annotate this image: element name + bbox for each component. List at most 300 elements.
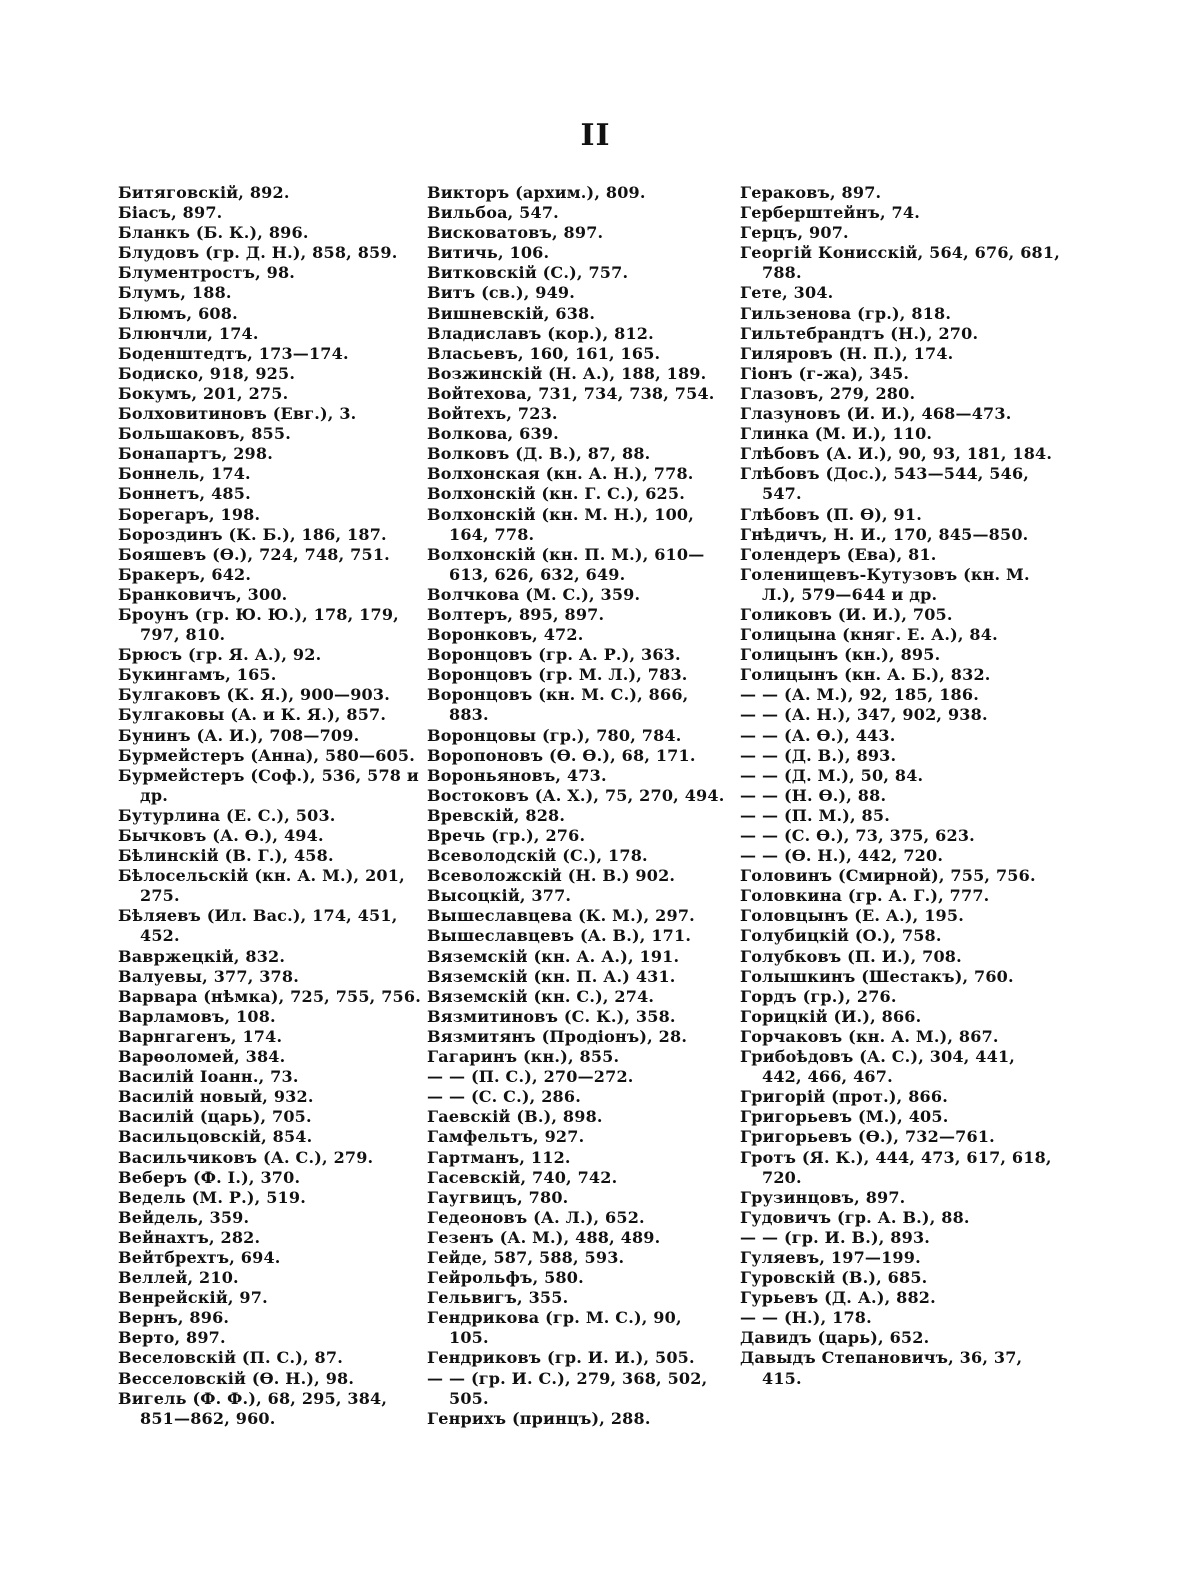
index-entry-text: Витъ (св.), 949. xyxy=(427,283,576,303)
index-entry xyxy=(427,283,727,303)
index-entry-text: Григорьевъ (Ѳ.), 732—761. xyxy=(740,1127,995,1147)
index-entry xyxy=(118,705,423,725)
index-entry xyxy=(118,1067,423,1087)
index-entry xyxy=(740,906,1060,926)
index-entry xyxy=(427,906,727,926)
index-entry xyxy=(118,1389,423,1429)
index-entry xyxy=(427,786,727,806)
index-entry xyxy=(740,1087,1060,1107)
index-entry xyxy=(740,806,1060,826)
index-entry xyxy=(740,746,1060,766)
index-entry xyxy=(740,967,1060,987)
index-entry xyxy=(118,545,423,565)
index-entry xyxy=(740,1107,1060,1127)
index-entry-text: Вейдель, 359. xyxy=(118,1207,250,1227)
index-entry xyxy=(427,987,727,1007)
index-entry-text: Головцынъ (Е. А.), 195. xyxy=(740,906,964,926)
index-entry-text: Воронцовъ (гр. М. Л.), 783. xyxy=(427,665,688,685)
index-entry xyxy=(427,806,727,826)
index-entry xyxy=(427,826,727,846)
index-entry xyxy=(427,263,727,283)
index-entry xyxy=(118,1348,423,1368)
index-entry-text: Голицынъ (кн. А. Б.), 832. xyxy=(740,665,991,685)
index-entry-text: — — (А. М.), 92, 185, 186. xyxy=(740,685,979,705)
page-number: II xyxy=(580,118,611,153)
index-entry xyxy=(740,866,1060,886)
index-entry xyxy=(740,947,1060,967)
index-entry-text: Гаевскій (В.), 898. xyxy=(427,1107,603,1127)
index-entry xyxy=(118,906,423,946)
index-entry xyxy=(118,1369,423,1389)
index-entry-text: Давыдъ Степановичъ, 36, 37, 415. xyxy=(740,1348,1023,1388)
index-entry xyxy=(427,926,727,946)
index-entry-text: Букингамъ, 165. xyxy=(118,665,277,685)
index-entry-text: Глѣбовъ (П. Ѳ), 91. xyxy=(740,504,922,524)
index-entry-text: Глинка (М. И.), 110. xyxy=(740,424,933,444)
index-entry-text: Вороньяновъ, 473. xyxy=(427,765,607,785)
index-entry-text: Власьевъ, 160, 161, 165. xyxy=(427,343,661,363)
index-entry xyxy=(740,1208,1060,1228)
index-entry xyxy=(118,967,423,987)
index-entry xyxy=(118,685,423,705)
index-entry-text: Голубицкій (О.), 758. xyxy=(740,926,942,946)
index-entry xyxy=(740,645,1060,665)
index-entry xyxy=(740,243,1060,283)
index-entry xyxy=(740,987,1060,1007)
index-entry-text: Варламовъ, 108. xyxy=(118,1006,276,1026)
index-entry-text: Бутурлина (Е. С.), 503. xyxy=(118,805,336,825)
index-entry-text: Гуровскій (В.), 685. xyxy=(740,1268,928,1288)
index-entry-text: Грибоѣдовъ (А. С.), 304, 441, 442, 466, 467. xyxy=(740,1047,1016,1087)
index-entry-text: Веллей, 210. xyxy=(118,1268,239,1288)
index-entry xyxy=(118,484,423,504)
index-entry xyxy=(427,484,727,504)
index-entry xyxy=(427,223,727,243)
index-entry xyxy=(427,1127,727,1147)
index-entry xyxy=(427,1288,727,1308)
index-entry-text: Георгій Конисскій, 564, 676, 681, 788. xyxy=(740,243,1060,283)
index-entry xyxy=(740,1328,1060,1348)
index-entry-text: Витковскій (С.), 757. xyxy=(427,263,629,283)
index-entry xyxy=(740,1188,1060,1208)
index-entry xyxy=(427,183,727,203)
index-entry-text: Брюсъ (гр. Я. А.), 92. xyxy=(118,645,322,665)
index-entry xyxy=(118,1188,423,1208)
index-entry xyxy=(118,1288,423,1308)
index-entry xyxy=(427,947,727,967)
index-entry-text: Глѣбовъ (Дос.), 543—544, 546, 547. xyxy=(740,464,1030,504)
index-entry xyxy=(740,324,1060,344)
index-entry xyxy=(740,183,1060,203)
index-entry xyxy=(427,625,727,645)
index-entry-text: Воронковъ, 472. xyxy=(427,625,584,645)
index-entry-text: Бороздинъ (К. Б.), 186, 187. xyxy=(118,524,387,544)
index-entry xyxy=(118,585,423,605)
index-entry-text: Волхонскій (кн. М. Н.), 100, 164, 778. xyxy=(427,504,695,544)
index-entry xyxy=(427,746,727,766)
index-entry-text: Гартманъ, 112. xyxy=(427,1147,571,1167)
index-entry-text: Гиляровъ (Н. П.), 174. xyxy=(740,343,954,363)
index-entry-text: Григорьевъ (М.), 405. xyxy=(740,1107,949,1127)
index-entry xyxy=(427,866,727,886)
index-entry xyxy=(118,1208,423,1228)
index-entry-text: Гурьевъ (Д. А.), 882. xyxy=(740,1288,936,1308)
index-entry xyxy=(740,223,1060,243)
index-entry xyxy=(740,525,1060,545)
index-entry-text: Гильзенова (гр.), 818. xyxy=(740,303,952,323)
index-entry xyxy=(118,404,423,424)
index-entry-text: Боннетъ, 485. xyxy=(118,484,251,504)
index-entry xyxy=(118,1087,423,1107)
index-entry xyxy=(118,1228,423,1248)
index-entry-text: — — (Д. М.), 50, 84. xyxy=(740,765,924,785)
index-entry xyxy=(118,223,423,243)
index-entry-text: Волхонскій (кн. Г. С.), 625. xyxy=(427,484,685,504)
index-entry xyxy=(118,1127,423,1147)
index-entry xyxy=(427,1067,727,1087)
index-entry-text: — — (Д. В.), 893. xyxy=(740,745,897,765)
index-entry xyxy=(427,304,727,324)
index-entry-text: Голиковъ (И. И.), 705. xyxy=(740,604,953,624)
index-entry-text: Гуляевъ, 197—199. xyxy=(740,1247,921,1267)
index-entry xyxy=(427,645,727,665)
index-entry-text: Бракеръ, 642. xyxy=(118,564,252,584)
index-entry-text: Глазуновъ (И. И.), 468—473. xyxy=(740,404,1012,424)
index-entry-text: Вернъ, 896. xyxy=(118,1308,230,1328)
index-entry-text: Витичь, 106. xyxy=(427,243,550,263)
index-entry xyxy=(427,424,727,444)
index-entry-text: Головкина (гр. А. Г.), 777. xyxy=(740,886,990,906)
index-entry xyxy=(118,665,423,685)
index-entry-text: Броунъ (гр. Ю. Ю.), 178, 179, 797, 810. xyxy=(118,604,399,645)
index-entry-text: Венрейскій, 97. xyxy=(118,1288,268,1308)
index-entry xyxy=(118,1047,423,1067)
index-entry xyxy=(427,344,727,364)
index-entry-text: Васильцовскій, 854. xyxy=(118,1127,313,1147)
index-entry xyxy=(118,565,423,585)
index-entry xyxy=(740,1148,1060,1188)
index-entry-text: Гнѣдичъ, Н. И., 170, 845—850. xyxy=(740,524,1029,544)
index-entry xyxy=(740,545,1060,565)
index-entry-text: Большаковъ, 855. xyxy=(118,424,291,444)
index-entry-text: Всеволожскій (Н. В.) 902. xyxy=(427,866,676,886)
index-entry-text: Булгаковы (А. и К. Я.), 857. xyxy=(118,705,387,725)
index-entry-text: Гедеоновъ (А. Л.), 652. xyxy=(427,1207,645,1227)
index-entry-text: Бурмейстеръ (Анна), 580—605. xyxy=(118,745,415,765)
index-entry-text: — — (Ѳ. Н.), 442, 720. xyxy=(740,846,944,866)
index-entry-text: Воропоновъ (Ѳ. Ѳ.), 68, 171. xyxy=(427,745,696,765)
index-entry xyxy=(427,1087,727,1107)
index-entry-text: Бодиско, 918, 925. xyxy=(118,363,296,383)
index-entry-text: Блюмъ, 608. xyxy=(118,303,238,323)
index-entry xyxy=(740,826,1060,846)
index-entry xyxy=(427,1228,727,1248)
index-entry xyxy=(740,685,1060,705)
index-entry-text: Блюнчли, 174. xyxy=(118,323,259,343)
index-entry xyxy=(740,203,1060,223)
index-entry-text: Гротъ (Я. К.), 444, 473, 617, 618, 720. xyxy=(740,1147,1052,1187)
index-entry xyxy=(427,203,727,223)
index-entry-text: Вязмитянъ (Продіонъ), 28. xyxy=(427,1026,688,1046)
index-entry xyxy=(427,324,727,344)
index-entry-text: Бунинъ (А. И.), 708—709. xyxy=(118,725,360,745)
index-entry xyxy=(740,424,1060,444)
index-entry xyxy=(740,1348,1060,1388)
index-entry xyxy=(118,1308,423,1328)
index-entry-text: — — (А. Н.), 347, 902, 938. xyxy=(740,705,988,725)
index-entry xyxy=(118,324,423,344)
index-entry-text: Гіонъ (г-жа), 345. xyxy=(740,363,910,383)
index-entry-text: — — (гр. И. В.), 893. xyxy=(740,1227,931,1247)
index-entry-text: Герберштейнъ, 74. xyxy=(740,203,920,223)
index-entry-text: Бокумъ, 201, 275. xyxy=(118,383,289,403)
index-entry xyxy=(118,505,423,525)
index-entry xyxy=(427,505,727,545)
index-entry xyxy=(118,746,423,766)
index-entry-text: Воронцовъ (кн. М. С.), 866, 883. xyxy=(427,685,689,725)
index-entry-text: Возжинскій (Н. А.), 188, 189. xyxy=(427,363,707,383)
index-entry xyxy=(740,846,1060,866)
index-entry xyxy=(427,886,727,906)
index-entry-text: Гильтебрандтъ (Н.), 270. xyxy=(740,323,979,343)
index-entry xyxy=(427,1047,727,1067)
index-entry xyxy=(427,1308,727,1348)
index-entry-text: — — (С. С.), 286. xyxy=(427,1087,581,1107)
index-entry xyxy=(740,1248,1060,1268)
index-entry xyxy=(118,444,423,464)
index-entry-text: Высоцкій, 377. xyxy=(427,886,572,906)
index-entry-text: Голицына (княг. Е. А.), 84. xyxy=(740,625,998,645)
index-entry xyxy=(427,545,727,585)
index-entry xyxy=(118,866,423,906)
index-entry xyxy=(118,846,423,866)
index-entry-text: Гамфельтъ, 927. xyxy=(427,1127,585,1147)
index-entry xyxy=(118,605,423,645)
index-entry-text: Блументростъ, 98. xyxy=(118,263,296,283)
index-entry-text: Висковатовъ, 897. xyxy=(427,223,604,243)
index-entry-text: Воронцовы (гр.), 780, 784. xyxy=(427,725,682,745)
index-entry xyxy=(427,1107,727,1127)
index-entry xyxy=(740,1288,1060,1308)
index-entry-text: Бояшевъ (Ѳ.), 724, 748, 751. xyxy=(118,544,390,564)
index-entry-text: Бурмейстеръ (Соф.), 536, 578 и др. xyxy=(118,765,419,805)
index-entry xyxy=(427,685,727,725)
index-entry xyxy=(427,585,727,605)
index-entry-text: Голубковъ (П. И.), 708. xyxy=(740,946,962,966)
index-entry xyxy=(740,444,1060,464)
index-entry xyxy=(427,1148,727,1168)
index-entry-text: Боннель, 174. xyxy=(118,464,251,484)
index-entry-text: Варѳоломей, 384. xyxy=(118,1047,286,1067)
index-entry-text: Веберъ (Ф. І.), 370. xyxy=(118,1167,301,1187)
index-entry xyxy=(118,826,423,846)
index-entry-text: Бѣляевъ (Ил. Вас.), 174, 451, 452. xyxy=(118,906,398,946)
index-entry xyxy=(118,283,423,303)
index-entry xyxy=(118,987,423,1007)
index-entry xyxy=(118,1007,423,1027)
index-entry xyxy=(118,806,423,826)
index-entry xyxy=(427,665,727,685)
index-entry-text: Гаугвицъ, 780. xyxy=(427,1187,569,1207)
index-entry-text: Войтехъ, 723. xyxy=(427,404,558,424)
index-entry-text: Генрихъ (принцъ), 288. xyxy=(427,1408,651,1428)
index-entry-text: Викторъ (архим.), 809. xyxy=(427,183,646,202)
index-entry-text: Гордъ (гр.), 276. xyxy=(740,986,897,1006)
index-entry-text: Вяземскій (кн. С.), 274. xyxy=(427,986,655,1006)
index-entry-text: Гудовичъ (гр. А. В.), 88. xyxy=(740,1207,970,1227)
index-entry-text: Владиславъ (кор.), 812. xyxy=(427,323,654,343)
index-entry-text: Григорій (прот.), 866. xyxy=(740,1087,948,1107)
index-entry-text: Голицынъ (кн.), 895. xyxy=(740,645,941,665)
index-entry-text: Грузинцовъ, 897. xyxy=(740,1187,906,1207)
index-entry xyxy=(118,1027,423,1047)
index-entry xyxy=(118,766,423,806)
index-entry xyxy=(427,1007,727,1027)
index-entry xyxy=(427,1248,727,1268)
index-entry xyxy=(740,1268,1060,1288)
index-entry-text: Волхонскій (кн. П. М.), 610—613, 626, 632, 649. xyxy=(427,544,705,584)
index-entry xyxy=(740,404,1060,424)
index-entry-text: Васильчиковъ (А. С.), 279. xyxy=(118,1147,374,1167)
index-entry-text: Голышкинъ (Шестакъ), 760. xyxy=(740,966,1014,986)
index-column-1 xyxy=(118,183,423,1429)
index-entry xyxy=(427,1188,727,1208)
index-entry xyxy=(740,886,1060,906)
index-entry xyxy=(118,243,423,263)
index-entry xyxy=(118,464,423,484)
index-entry-text: Бонапартъ, 298. xyxy=(118,444,273,464)
index-entry-text: Бранковичъ, 300. xyxy=(118,584,288,604)
index-entry xyxy=(740,384,1060,404)
index-entry-text: Вречь (гр.), 276. xyxy=(427,826,586,845)
index-entry-text: Волковъ (Д. В.), 87, 88. xyxy=(427,444,651,464)
index-entry-text: Волчкова (М. С.), 359. xyxy=(427,584,641,604)
index-entry xyxy=(427,766,727,786)
index-entry xyxy=(427,364,727,384)
index-entry-text: Бланкъ (Б. К.), 896. xyxy=(118,223,309,243)
index-entry xyxy=(740,1007,1060,1027)
index-entry-text: Герцъ, 907. xyxy=(740,223,849,243)
index-entry xyxy=(740,665,1060,685)
index-entry-text: Бѣлосельскій (кн. А. М.), 201, 275. xyxy=(118,866,405,906)
index-entry xyxy=(427,1409,727,1429)
index-entry xyxy=(118,384,423,404)
index-entry xyxy=(118,364,423,384)
index-entry xyxy=(740,1047,1060,1087)
index-entry-text: Гельвигъ, 355. xyxy=(427,1288,569,1308)
index-entry-text: Гендрикова (гр. М. С.), 90, 105. xyxy=(427,1308,682,1348)
index-entry xyxy=(427,464,727,484)
index-entry-text: — — (Н. Ѳ.), 88. xyxy=(740,785,887,805)
index-entry xyxy=(427,1208,727,1228)
index-entry-text: Верто, 897. xyxy=(118,1328,226,1348)
index-entry xyxy=(118,1168,423,1188)
index-entry xyxy=(740,926,1060,946)
index-entry-text: Гасевскій, 740, 742. xyxy=(427,1167,618,1187)
index-entry-text: Борегаръ, 198. xyxy=(118,504,261,524)
index-entry xyxy=(740,364,1060,384)
index-entry xyxy=(427,1369,727,1409)
index-entry-text: Вревскій, 828. xyxy=(427,805,566,825)
index-entry-text: Горчаковъ (кн. А. М.), 867. xyxy=(740,1026,999,1046)
index-entry xyxy=(427,1348,727,1368)
index-entry-text: Войтехова, 731, 734, 738, 754. xyxy=(427,383,715,403)
index-entry-text: Голенищевъ-Кутузовъ (кн. М. Л.), 579—644 и др. xyxy=(740,564,1030,604)
index-entry xyxy=(118,525,423,545)
index-entry xyxy=(740,565,1060,605)
index-entry xyxy=(740,1308,1060,1328)
index-entry-text: Вишневскій, 638. xyxy=(427,303,596,323)
index-entry-text: Гейде, 587, 588, 593. xyxy=(427,1247,625,1267)
index-entry-text: Вышеславцевъ (А. В.), 171. xyxy=(427,926,692,946)
index-entry xyxy=(427,605,727,625)
index-entry xyxy=(118,203,423,223)
index-entry-text: Глазовъ, 279, 280. xyxy=(740,383,916,403)
index-entry xyxy=(118,424,423,444)
index-entry-text: Ведель (М. Р.), 519. xyxy=(118,1187,306,1207)
index-entry xyxy=(740,766,1060,786)
index-entry-text: Вигель (Ф. Ф.), 68, 295, 384, 851—862, 960. xyxy=(118,1388,388,1428)
index-entry xyxy=(118,1107,423,1127)
index-entry-text: Гераковъ, 897. xyxy=(740,183,882,202)
index-entry xyxy=(427,846,727,866)
index-entry-text: Булгаковъ (К. Я.), 900—903. xyxy=(118,685,390,705)
index-entry-text: Гете, 304. xyxy=(740,283,834,303)
index-entry-text: Вяземскій (кн. А. А.), 191. xyxy=(427,946,680,966)
index-entry xyxy=(740,1127,1060,1147)
index-entry-text: Василій новый, 932. xyxy=(118,1087,314,1107)
index-entry-text: — — (С. Ѳ.), 73, 375, 623. xyxy=(740,826,975,845)
index-entry-text: Василій (царь), 705. xyxy=(118,1107,312,1127)
index-entry-text: Воронцовъ (гр. А. Р.), 363. xyxy=(427,645,681,665)
index-entry xyxy=(740,786,1060,806)
index-entry-text: Волкова, 639. xyxy=(427,424,559,444)
index-entry-text: Вяземскій (кн. П. А.) 431. xyxy=(427,966,676,986)
index-entry-text: Біасъ, 897. xyxy=(118,203,223,223)
index-entry xyxy=(427,384,727,404)
index-entry xyxy=(118,304,423,324)
index-entry xyxy=(427,967,727,987)
index-entry xyxy=(740,1027,1060,1047)
index-entry xyxy=(740,625,1060,645)
index-entry-text: Вильбоа, 547. xyxy=(427,203,559,223)
index-entry xyxy=(118,726,423,746)
index-entry xyxy=(427,243,727,263)
index-entry-text: Боденштедтъ, 173—174. xyxy=(118,343,349,363)
index-entry-text: Вязмитиновъ (С. К.), 358. xyxy=(427,1006,676,1026)
index-entry-text: Голендеръ (Ева), 81. xyxy=(740,544,937,564)
index-entry-text: Битяговскій, 892. xyxy=(118,183,290,202)
index-entry xyxy=(740,344,1060,364)
index-entry xyxy=(118,263,423,283)
index-entry-text: Востоковъ (А. Х.), 75, 270, 494. xyxy=(427,785,725,805)
index-entry-text: Бычковъ (А. Ѳ.), 494. xyxy=(118,826,324,845)
index-entry-text: Варнгагенъ, 174. xyxy=(118,1026,283,1046)
index-entry xyxy=(118,1268,423,1288)
index-entry-text: Варвара (нѣмка), 725, 755, 756. xyxy=(118,986,421,1006)
index-entry-text: — — (П. М.), 85. xyxy=(740,805,890,825)
index-entry-text: Василій Іоанн., 73. xyxy=(118,1067,299,1087)
index-entry xyxy=(427,444,727,464)
index-entry-text: Волтеръ, 895, 897. xyxy=(427,604,605,624)
index-entry xyxy=(427,404,727,424)
index-entry-text: — — (П. С.), 270—272. xyxy=(427,1067,634,1087)
index-entry-text: Болховитиновъ (Евг.), 3. xyxy=(118,404,357,424)
index-entry xyxy=(740,1228,1060,1248)
index-entry xyxy=(118,1328,423,1348)
index-entry-text: Гагаринъ (кн.), 855. xyxy=(427,1047,620,1067)
index-entry-text: Гендриковъ (гр. И. И.), 505. xyxy=(427,1348,695,1368)
